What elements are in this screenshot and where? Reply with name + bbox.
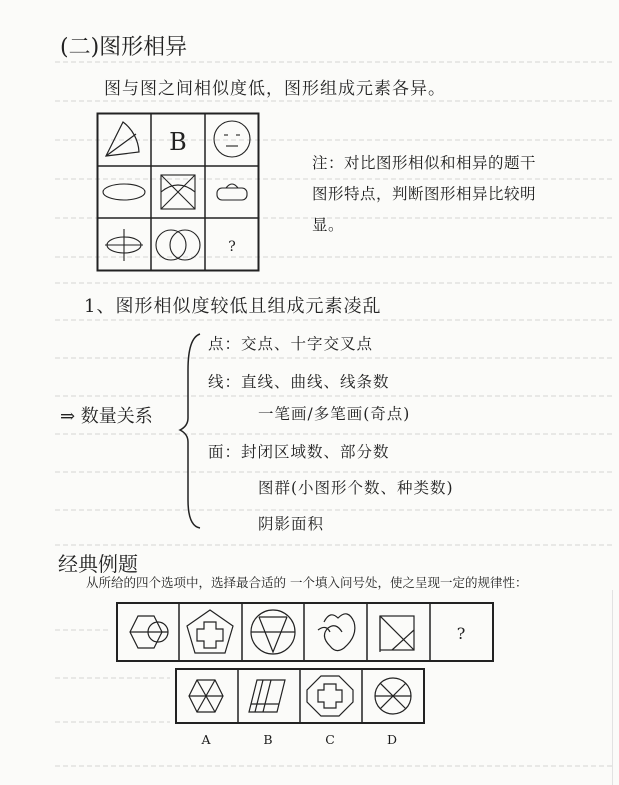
question-figure-row	[116, 602, 494, 662]
grid-question-mark: ?	[228, 239, 236, 255]
note-line: 显。	[312, 216, 345, 234]
note-text	[312, 148, 574, 241]
option-d-label[interactable]: D	[386, 732, 398, 747]
surface-features: 面：封闭区域数、部分数	[208, 443, 390, 461]
options-figure-row	[175, 668, 425, 724]
ellipse-shape	[103, 184, 145, 200]
ellipse-cross-shape	[105, 229, 143, 261]
point-features: 点：交点、十字交叉点	[208, 335, 374, 353]
figure-group-features: 图群(小图形个数、种类数)	[258, 479, 454, 497]
option-a-figure[interactable]	[189, 680, 223, 712]
curly-brace	[176, 330, 206, 530]
stroke-features: 一笔画/多笔画(奇点)	[258, 405, 411, 423]
question-instruction: 从所给的四个选项中，选择最合适的 一个填入问号处，使之呈现一定的规律性：	[86, 575, 528, 590]
pentagon-cross-figure	[187, 610, 233, 653]
option-c-figure[interactable]	[307, 676, 353, 716]
example-figure-grid	[96, 112, 260, 272]
grid-letter-b: B	[169, 128, 187, 156]
note-line: 注：对比图形相似和相异的题干	[312, 154, 537, 172]
arrow-label: ⇒ 数量关系	[60, 406, 153, 427]
heading-classic-examples: 经典例题	[58, 552, 138, 576]
shadow-area-features: 阴影面积	[258, 515, 325, 533]
note-line: 图形特点，判断图形相异比较明	[312, 185, 537, 203]
option-b-label[interactable]: B	[263, 732, 273, 747]
option-c-label[interactable]: C	[325, 732, 335, 747]
crossed-square-shape	[161, 175, 195, 209]
sector-shape	[106, 122, 139, 156]
hexagon-circle-figure	[130, 616, 168, 648]
question-mark: ?	[456, 624, 466, 643]
section-title: (二)图形相异	[60, 35, 188, 60]
option-d-figure[interactable]	[375, 678, 411, 714]
option-b-figure[interactable]	[249, 680, 285, 712]
option-a-label[interactable]: A	[201, 732, 211, 747]
circle-triangle-figure	[251, 610, 295, 654]
overlap-circles-shape	[156, 230, 200, 260]
square-triangle-figure	[380, 616, 414, 652]
section-description: 图与图之间相似度低，图形组成元素各异。	[104, 79, 446, 99]
page-edge	[612, 590, 613, 785]
curve-figure	[318, 614, 355, 651]
heading-low-similarity: 1、图形相似度较低且组成元素凌乱	[84, 296, 382, 317]
line-features: 线：直线、曲线、线条数	[208, 373, 390, 391]
face-icon	[214, 121, 250, 157]
pot-shape	[217, 184, 247, 200]
